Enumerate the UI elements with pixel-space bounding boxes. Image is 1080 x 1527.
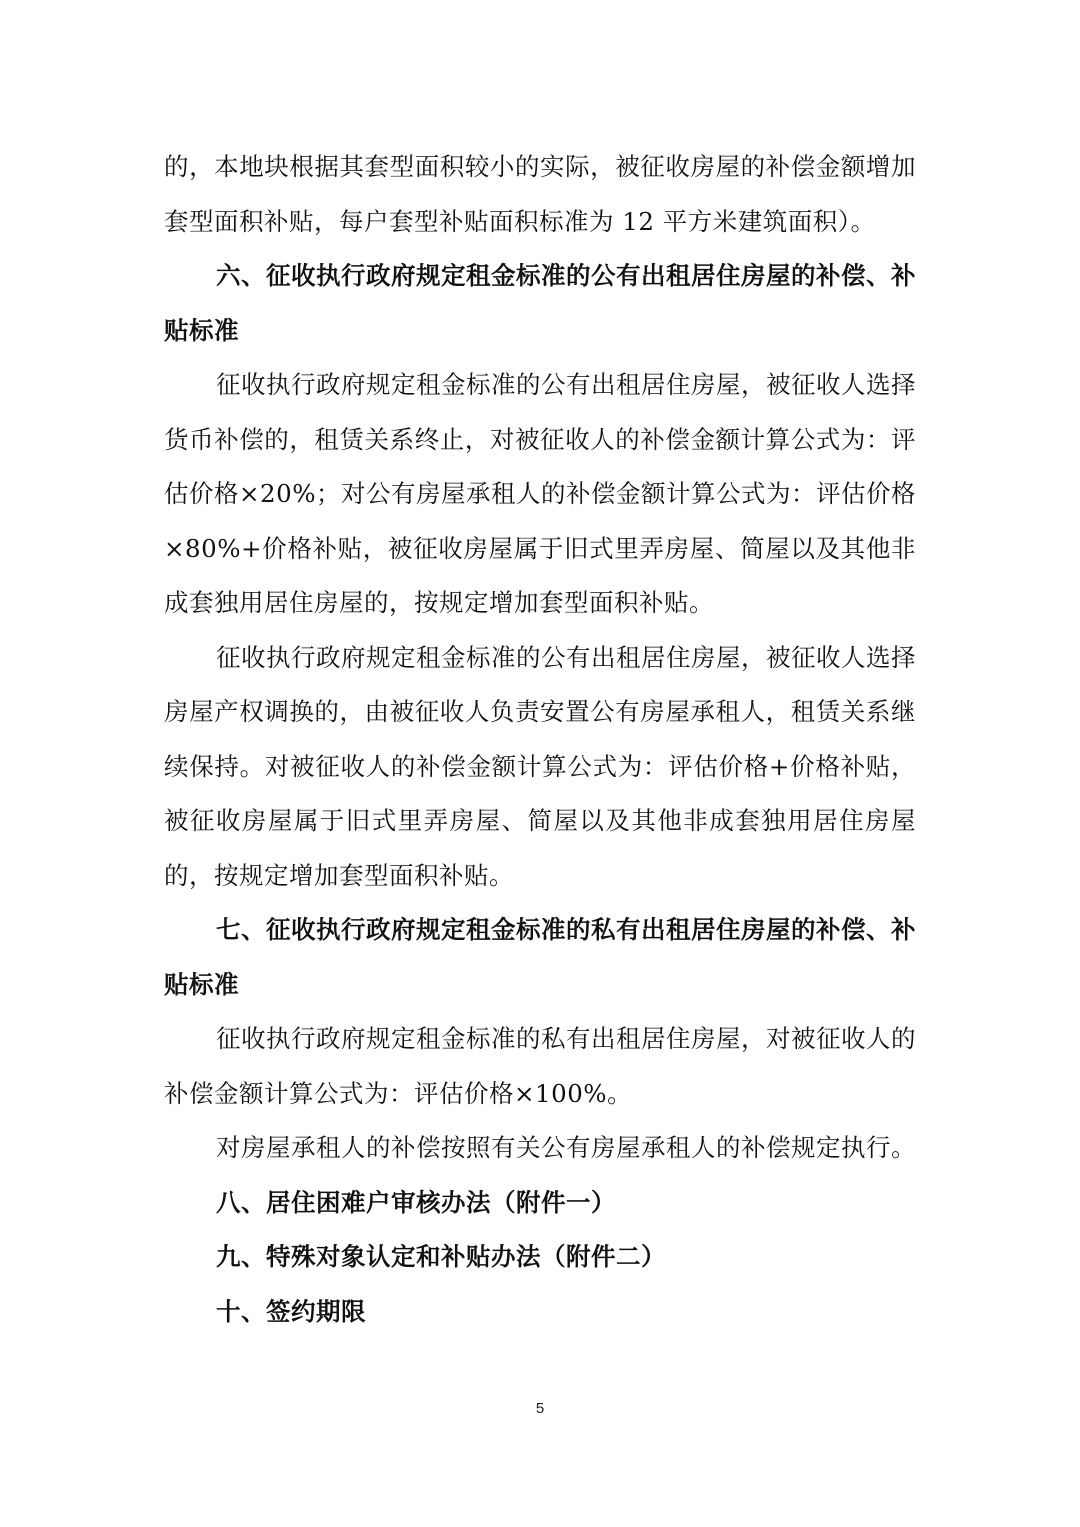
section-heading-6: 六、征收执行政府规定租金标准的公有出租居住房屋的补偿、补贴标准: [164, 261, 916, 345]
section-heading-7: 七、征收执行政府规定租金标准的私有出租居住房屋的补偿、补贴标准: [164, 915, 916, 999]
paragraph-property-exchange: 征收执行政府规定租金标准的公有出租居住房屋，被征收人选择房屋产权调换的，由被征收人负责安置公有房屋承租人，租赁关系继续保持。对被征收人的补偿金额计算公式为：评估价格+价格补贴，被征收房屋属于旧式里弄房屋、简屋以及其他非成套独用居住房屋的，按规定增加套型面积补贴。: [164, 642, 916, 890]
paragraph-continuation: 的，本地块根据其套型面积较小的实际，被征收房屋的补偿金额增加套型面积补贴，每户套型补贴面积标准为 12 平方米建筑面积）。: [164, 152, 916, 236]
section-heading-9: 九、特殊对象认定和补贴办法（附件二）: [216, 1242, 666, 1271]
section-heading-10: 十、签约期限: [216, 1296, 366, 1326]
page-number: 5: [535, 1400, 545, 1417]
document-body: [164, 140, 916, 1339]
paragraph-tenant-compensation: 对房屋承租人的补偿按照有关公有房屋承租人的补偿规定执行。: [216, 1133, 916, 1162]
section-heading-8: 八、居住困难户审核办法（附件一）: [216, 1187, 616, 1217]
paragraph-private-rental: 征收执行政府规定租金标准的私有出租居住房屋，对被征收人的补偿金额计算公式为：评估价格×100%。: [164, 1024, 916, 1108]
paragraph-monetary-compensation: 征收执行政府规定租金标准的公有出租居住房屋，被征收人选择货币补偿的，租赁关系终止，对被征收人的补偿金额计算公式为：评估价格×20%；对公有房屋承租人的补偿金额计算公式为：评估价格×80%+价格补贴，被征收房屋属于旧式里弄房屋、简屋以及其他非成套独用居住房屋的，按规定增加套型面积补贴。: [164, 370, 916, 617]
